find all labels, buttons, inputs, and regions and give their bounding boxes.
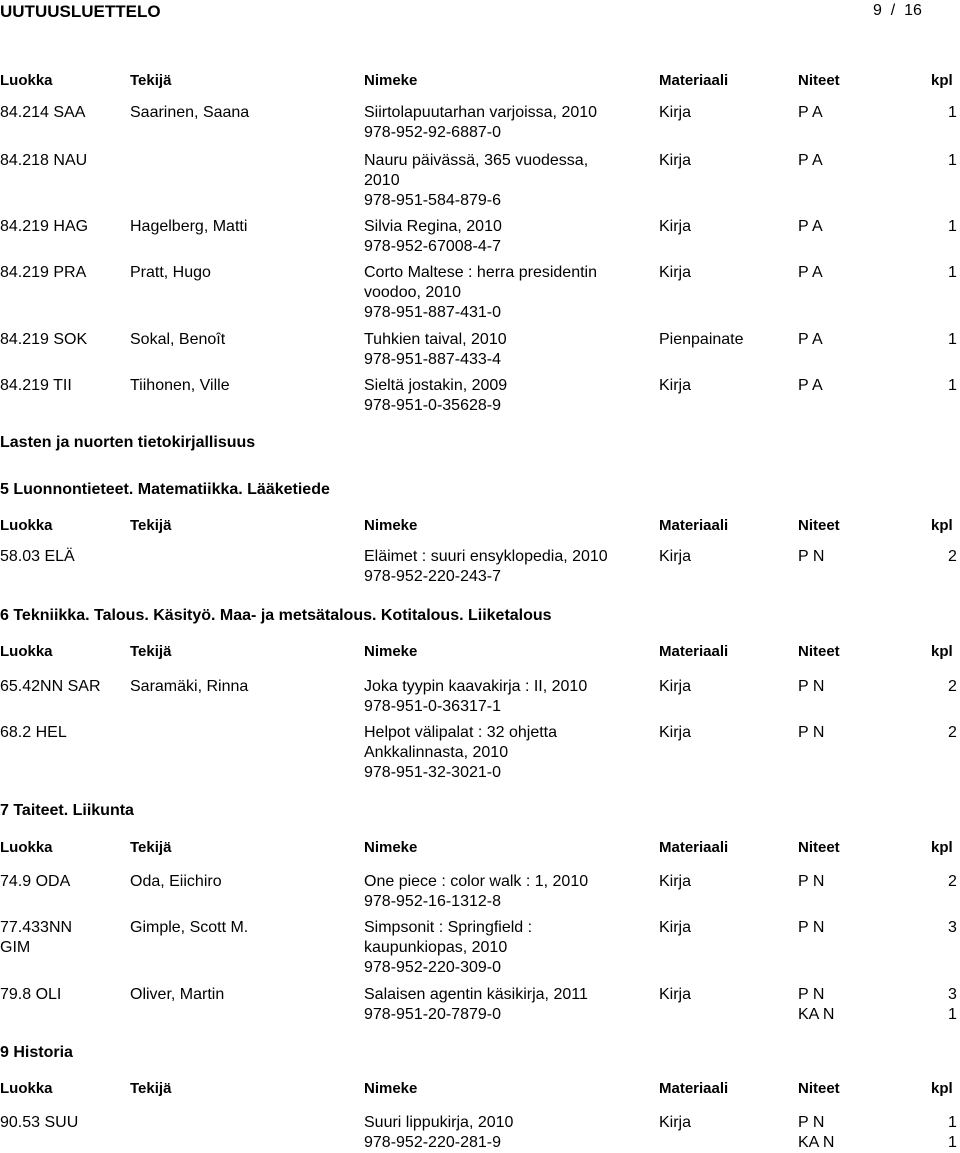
cell-luokka: 74.9 ODA bbox=[0, 873, 71, 890]
cell-luokka: 65.42NN SAR bbox=[0, 678, 101, 695]
cell-materiaali: Pienpainate bbox=[659, 331, 744, 348]
cell-niteet: P N bbox=[798, 724, 825, 741]
cell-materiaali: Kirja bbox=[659, 377, 692, 394]
cell-tekija: Saarinen, Saana bbox=[130, 104, 250, 121]
cell-niteet: P A bbox=[798, 377, 823, 394]
cell-nimeke: Corto Maltese : herra presidentin voodoo, 2010 978-951-887-431-0 bbox=[364, 264, 597, 321]
cell-nimeke: One piece : color walk : 1, 2010 978-952-16-1312-8 bbox=[364, 873, 589, 910]
col-header-tekija: Tekijä bbox=[130, 839, 172, 856]
cell-materiaali: Kirja bbox=[659, 678, 692, 695]
cell-nimeke: Joka tyypin kaavakirja : II, 2010 978-951-0-36317-1 bbox=[364, 678, 588, 715]
cell-nimeke: Suuri lippukirja, 2010 978-952-220-281-9 bbox=[364, 1114, 514, 1151]
cell-niteet: P A bbox=[798, 218, 823, 235]
cell-nimeke: Tuhkien taival, 2010 978-951-887-433-4 bbox=[364, 331, 507, 368]
col-header-kpl: kpl bbox=[931, 643, 953, 660]
cell-tekija: Pratt, Hugo bbox=[130, 264, 211, 281]
col-header-tekija: Tekijä bbox=[130, 1080, 172, 1097]
cell-niteet: P A bbox=[798, 104, 823, 121]
col-header-materiaali: Materiaali bbox=[659, 643, 729, 660]
cell-tekija: Hagelberg, Matti bbox=[130, 218, 248, 235]
cell-niteet: P N bbox=[798, 873, 825, 890]
col-header-luokka: Luokka bbox=[0, 72, 53, 89]
cell-tekija: Oda, Eiichiro bbox=[130, 873, 222, 890]
cell-materiaali: Kirja bbox=[659, 919, 692, 936]
col-header-nimeke: Nimeke bbox=[364, 839, 418, 856]
cell-nimeke: Simpsonit : Springfield : kaupunkiopas, 2010 978-952-220-309-0 bbox=[364, 919, 533, 976]
cell-niteet: P N bbox=[798, 678, 825, 695]
cell-kpl: 2 bbox=[948, 548, 957, 565]
col-header-nimeke: Nimeke bbox=[364, 72, 418, 89]
cell-luokka: 58.03 ELÄ bbox=[0, 548, 75, 565]
section-title: 7 Taiteet. Liikunta bbox=[0, 802, 134, 819]
page-number: 9 / 16 bbox=[873, 2, 922, 19]
cell-materiaali: Kirja bbox=[659, 873, 692, 890]
cell-niteet: P N KA N bbox=[798, 986, 835, 1023]
cell-niteet: P A bbox=[798, 152, 823, 169]
cell-materiaali: Kirja bbox=[659, 264, 692, 281]
cell-kpl: 2 bbox=[948, 678, 957, 695]
col-header-materiaali: Materiaali bbox=[659, 1080, 729, 1097]
col-header-kpl: kpl bbox=[931, 517, 953, 534]
cell-tekija: Tiihonen, Ville bbox=[130, 377, 230, 394]
cell-tekija: Gimple, Scott M. bbox=[130, 919, 249, 936]
cell-kpl: 1 bbox=[948, 377, 957, 394]
cell-luokka: 77.433NN GIM bbox=[0, 919, 73, 956]
col-header-niteet: Niteet bbox=[798, 517, 840, 534]
cell-materiaali: Kirja bbox=[659, 218, 692, 235]
cell-tekija: Sokal, Benoît bbox=[130, 331, 226, 348]
cell-materiaali: Kirja bbox=[659, 152, 692, 169]
cell-luokka: 79.8 OLI bbox=[0, 986, 62, 1003]
cell-kpl: 1 bbox=[948, 264, 957, 281]
col-header-luokka: Luokka bbox=[0, 839, 53, 856]
cell-kpl: 3 bbox=[948, 919, 957, 936]
cell-nimeke: Sieltä jostakin, 2009 978-951-0-35628-9 bbox=[364, 377, 508, 414]
cell-nimeke: Silvia Regina, 2010 978-952-67008-4-7 bbox=[364, 218, 502, 255]
col-header-tekija: Tekijä bbox=[130, 517, 172, 534]
cell-luokka: 84.218 NAU bbox=[0, 152, 88, 169]
col-header-nimeke: Nimeke bbox=[364, 1080, 418, 1097]
cell-materiaali: Kirja bbox=[659, 1114, 692, 1131]
col-header-materiaali: Materiaali bbox=[659, 839, 729, 856]
cell-niteet: P N bbox=[798, 548, 825, 565]
cell-nimeke: Eläimet : suuri ensyklopedia, 2010 978-952-220-243-7 bbox=[364, 548, 608, 585]
cell-tekija: Oliver, Martin bbox=[130, 986, 225, 1003]
section-title: 9 Historia bbox=[0, 1044, 73, 1061]
cell-kpl: 1 bbox=[948, 152, 957, 169]
col-header-tekija: Tekijä bbox=[130, 72, 172, 89]
cell-niteet: P N bbox=[798, 919, 825, 936]
col-header-niteet: Niteet bbox=[798, 1080, 840, 1097]
col-header-kpl: kpl bbox=[931, 72, 953, 89]
col-header-nimeke: Nimeke bbox=[364, 643, 418, 660]
col-header-nimeke: Nimeke bbox=[364, 517, 418, 534]
cell-niteet: P A bbox=[798, 264, 823, 281]
col-header-niteet: Niteet bbox=[798, 839, 840, 856]
cell-kpl: 1 bbox=[948, 331, 957, 348]
col-header-materiaali: Materiaali bbox=[659, 72, 729, 89]
col-header-niteet: Niteet bbox=[798, 643, 840, 660]
document-title: UUTUUSLUETTELO bbox=[0, 2, 161, 21]
col-header-luokka: Luokka bbox=[0, 643, 53, 660]
col-header-luokka: Luokka bbox=[0, 517, 53, 534]
col-header-kpl: kpl bbox=[931, 1080, 953, 1097]
cell-luokka: 84.219 HAG bbox=[0, 218, 89, 235]
cell-nimeke: Salaisen agentin käsikirja, 2011 978-951-20-7879-0 bbox=[364, 986, 588, 1023]
section-title: 6 Tekniikka. Talous. Käsityö. Maa- ja metsätalous. Kotitalous. Liiketalous bbox=[0, 607, 552, 624]
col-header-materiaali: Materiaali bbox=[659, 517, 729, 534]
cell-kpl: 2 bbox=[948, 724, 957, 741]
col-header-luokka: Luokka bbox=[0, 1080, 53, 1097]
cell-nimeke: Nauru päivässä, 365 vuodessa, 2010 978-951-584-879-6 bbox=[364, 152, 589, 209]
cell-luokka: 90.53 SUU bbox=[0, 1114, 79, 1131]
cell-luokka: 84.219 PRA bbox=[0, 264, 87, 281]
cell-tekija: Saramäki, Rinna bbox=[130, 678, 249, 695]
col-header-niteet: Niteet bbox=[798, 72, 840, 89]
cell-kpl: 1 bbox=[948, 104, 957, 121]
cell-nimeke: Siirtolapuutarhan varjoissa, 2010 978-952-92-6887-0 bbox=[364, 104, 598, 141]
cell-materiaali: Kirja bbox=[659, 548, 692, 565]
cell-luokka: 84.219 SOK bbox=[0, 331, 88, 348]
col-header-kpl: kpl bbox=[931, 839, 953, 856]
cell-materiaali: Kirja bbox=[659, 986, 692, 1003]
cell-luokka: 68.2 HEL bbox=[0, 724, 67, 741]
cell-nimeke: Helpot välipalat : 32 ohjetta Ankkalinnasta, 2010 978-951-32-3021-0 bbox=[364, 724, 558, 781]
cell-luokka: 84.214 SAA bbox=[0, 104, 86, 121]
cell-kpl: 2 bbox=[948, 873, 957, 890]
cell-luokka: 84.219 TII bbox=[0, 377, 72, 394]
section-title: Lasten ja nuorten tietokirjallisuus bbox=[0, 434, 256, 451]
cell-kpl: 1 1 bbox=[948, 1114, 957, 1151]
cell-kpl: 1 bbox=[948, 218, 957, 235]
cell-niteet: P N KA N bbox=[798, 1114, 835, 1151]
cell-niteet: P A bbox=[798, 331, 823, 348]
cell-kpl: 3 1 bbox=[948, 986, 957, 1023]
section-title: 5 Luonnontieteet. Matematiikka. Lääketiede bbox=[0, 481, 330, 498]
cell-materiaali: Kirja bbox=[659, 104, 692, 121]
cell-materiaali: Kirja bbox=[659, 724, 692, 741]
col-header-tekija: Tekijä bbox=[130, 643, 172, 660]
